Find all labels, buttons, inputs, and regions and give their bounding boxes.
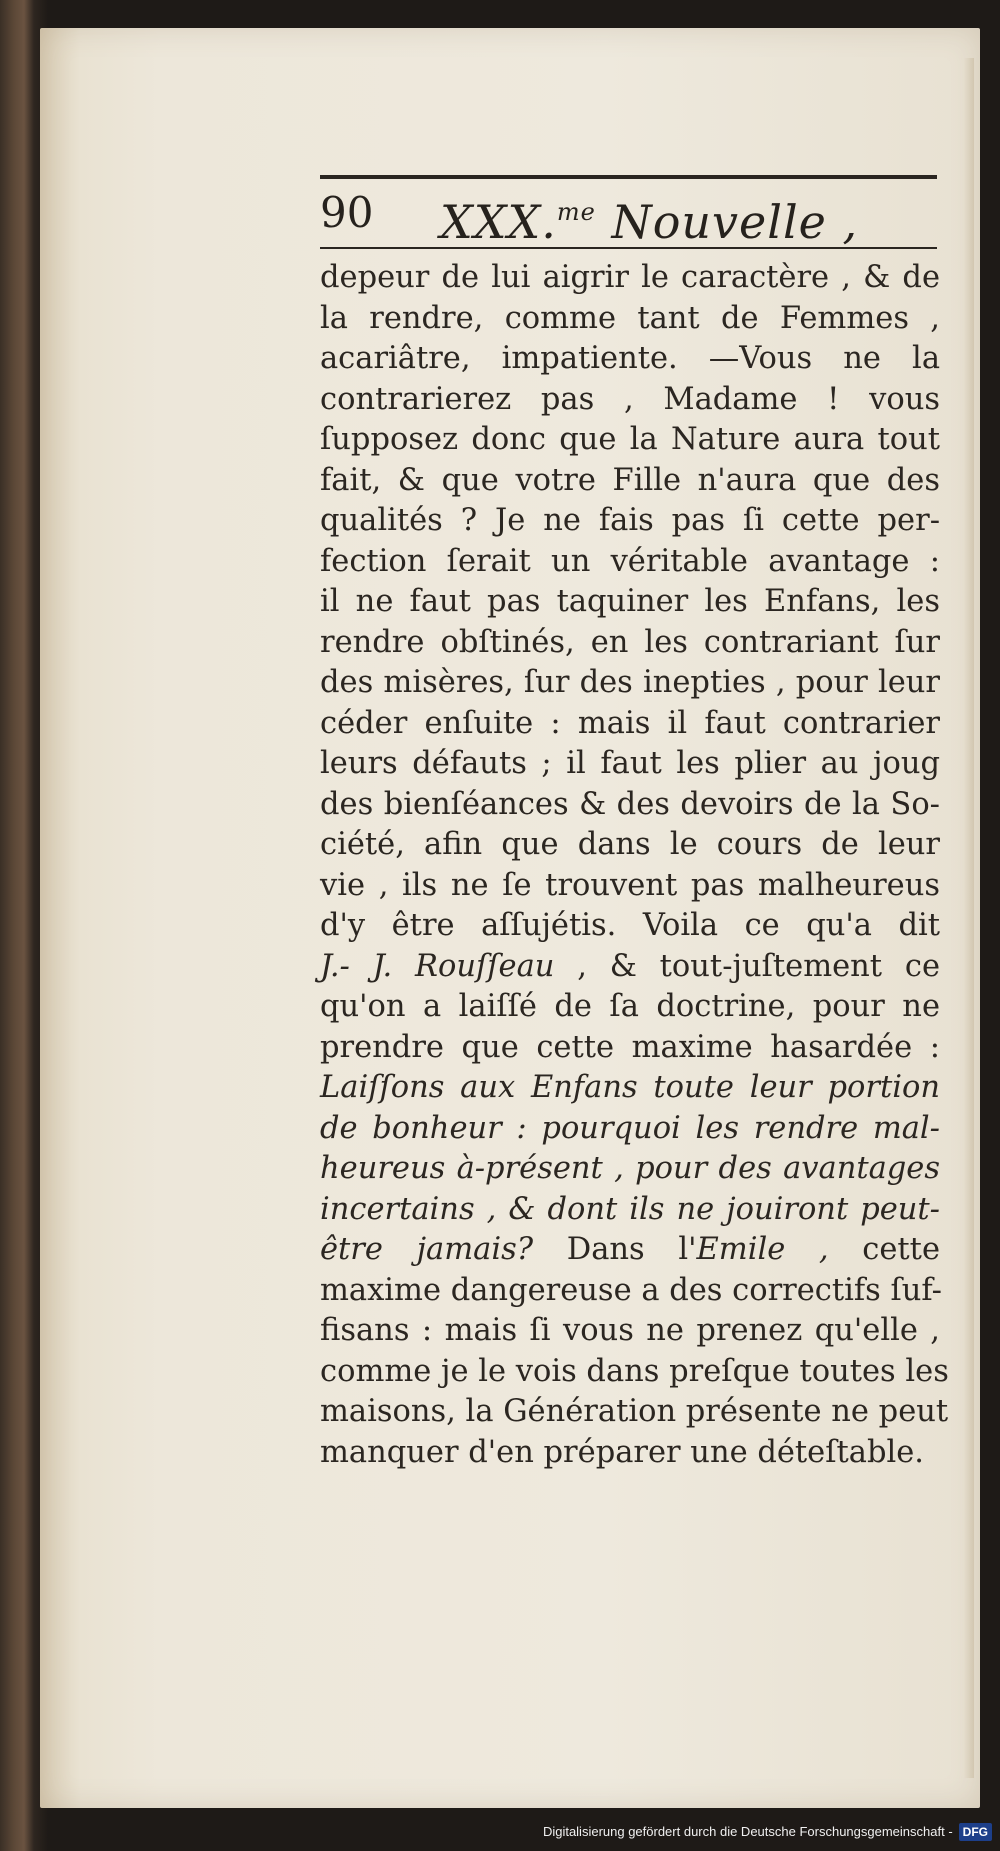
text-line: des misères, ſur des inepties , pour leur xyxy=(320,665,940,700)
text-line: vie , ils ne ſe trouvent pas malheureus xyxy=(320,867,940,903)
dfg-logo: DFG xyxy=(959,1823,992,1841)
emile-suffix: cette xyxy=(862,1232,940,1267)
text-line: depeur de lui aigrir le caractère , & de xyxy=(320,260,940,295)
quote-line: Laiſſons aux Enfans toute leur portion xyxy=(320,1070,940,1105)
text-line: prendre que cette maxime hasardée : xyxy=(320,1029,940,1065)
text-line: leurs défauts ; il faut les plier au joug xyxy=(320,746,940,781)
page-number: 90 xyxy=(320,188,374,237)
header-rule-top xyxy=(320,175,937,179)
text-line: qu'on a laiſſé de ſa doctrine, pour ne xyxy=(320,989,940,1024)
text-line: manquer d'en préparer une déteſtable. xyxy=(320,1434,924,1470)
header-rule-bottom xyxy=(320,247,937,249)
text-line: d'y être aſſujétis. Voila ce qu'a dit xyxy=(320,908,940,943)
page-header xyxy=(320,183,937,249)
quote-end: être jamais? xyxy=(320,1232,534,1267)
text-line: céder enſuite : mais il faut contrarier xyxy=(320,705,940,741)
text-line: fait, & que votre Fille n'aura que des xyxy=(320,462,940,498)
text-line: ciété, afin que dans le cours de leur xyxy=(320,827,940,862)
running-head-sup: me xyxy=(556,198,596,226)
text-line: fisans : mais ſi vous ne prenez qu'elle , xyxy=(320,1313,940,1348)
text-line: il ne faut pas taquiner les Enfans, les xyxy=(320,584,940,619)
text-line-emile xyxy=(320,1230,940,1271)
text-line: rendre obſtinés, en les contrariant ſur xyxy=(320,624,940,660)
quote-line: incertains , & dont ils ne jouiront peut- xyxy=(320,1191,940,1227)
author-name: J.- J. Rouſſeau xyxy=(320,948,555,984)
digitization-footer xyxy=(543,1819,992,1845)
text-line: qualités ? Je ne fais pas ſi cette per- xyxy=(320,503,940,538)
text-line: des bienſéances & des devoirs de la So- xyxy=(320,786,940,822)
quote-line: de bonheur : pourquoi les rendre mal- xyxy=(320,1110,940,1146)
text-line: fection ſerait un véritable avantage : xyxy=(320,543,940,579)
page-edge xyxy=(964,58,974,1778)
quote-line: heureus à-présent , pour des avantages xyxy=(320,1151,940,1186)
running-head-main: XXX. xyxy=(440,195,557,249)
text-line: acariâtre, impatiente. —Vous ne la xyxy=(320,341,940,376)
running-head xyxy=(440,183,858,251)
text-line: comme je le vois dans preſque toutes les xyxy=(320,1353,949,1389)
footer-credit: Digitalisierung gefördert durch die Deutsche Forschungsgemeinschaft - xyxy=(542,1824,953,1839)
running-head-rest: Nouvelle , xyxy=(611,195,859,249)
text-line-author xyxy=(320,947,940,988)
text-line: maxime dangereuse a des correctifs ſuf- xyxy=(320,1272,942,1308)
emile-prefix: Dans l' xyxy=(566,1232,697,1267)
body-text xyxy=(320,258,949,1473)
author-line-rest: , & tout-juſtement ce xyxy=(577,948,940,984)
text-line: maisons, la Génération présente ne peut xyxy=(320,1394,949,1429)
text-line: contrarierez pas , Madame ! vous xyxy=(320,381,940,417)
emile-title: Emile , xyxy=(696,1232,829,1267)
text-line: la rendre, comme tant de Femmes , xyxy=(320,300,940,336)
text-line: ſupposez donc que la Nature aura tout xyxy=(320,422,940,457)
